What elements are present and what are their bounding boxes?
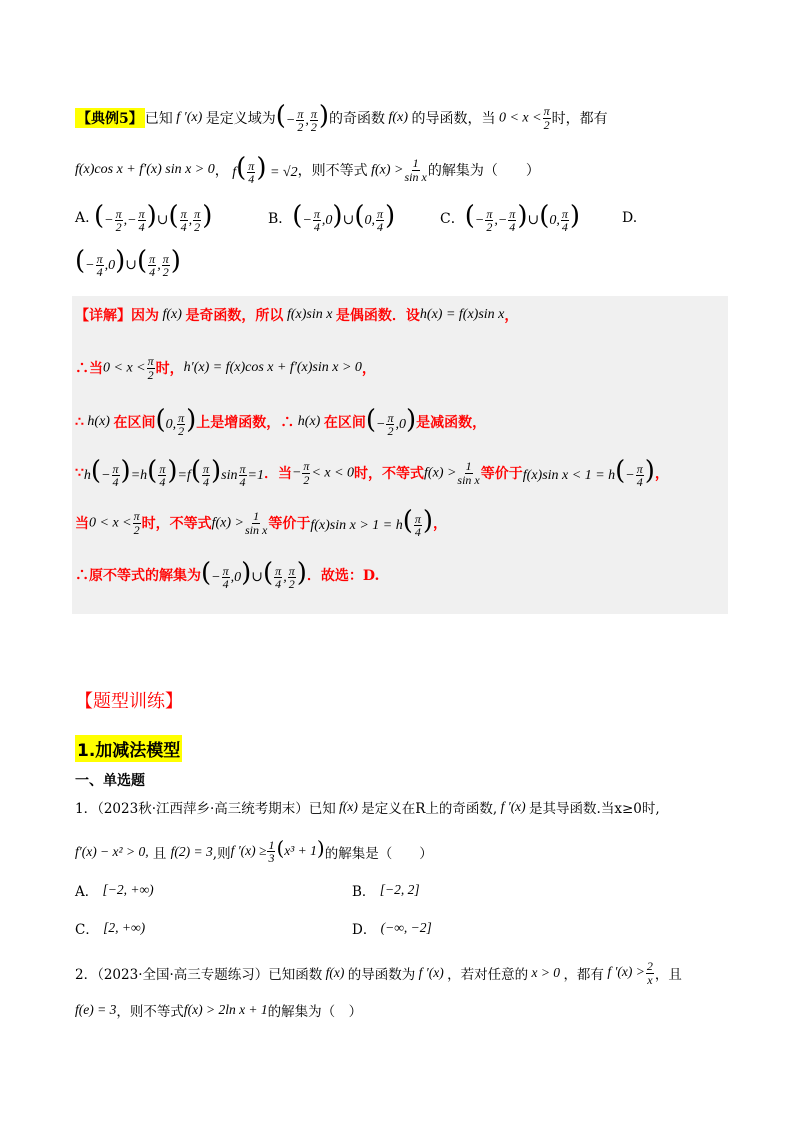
math-fx: f(x) [385, 110, 412, 126]
math-ineq: f(x) > $\frac{1}{\text{sin x}}$ [367, 156, 427, 184]
subheading: 一、单选题 [75, 773, 145, 789]
option-d[interactable]: D. [622, 210, 638, 226]
text: 已知 [144, 111, 173, 128]
text: ， [214, 163, 229, 180]
analysis-line-6: ∴原不等式的解集为 (− $\frac{\pi}{4}$ ,0)∪( $\frac{\pi}{4}$ , $\frac{\pi}{2}$ ) ．故选：D. [75, 558, 380, 592]
analysis-line-4: ∵ h(− $\frac{\pi}{4}$ )=h( $\frac{\pi}{4}$ )=f( $\frac{\pi}{4}$ )sin $\frac{\pi}{4}$ =1 ．当 − $\frac{\pi}{2}$ < x < 0 时，不等式 f(x) > $\frac{1}{\text{sin x}}$ 等价于 f(x)sin x < 1 = h(− $\frac{\pi}{4}$ ) ， [75, 456, 669, 490]
q1-option-c[interactable]: C． [2, +∞) [75, 920, 146, 938]
question-1-line-2: f′(x) − x² > 0, 且 f(2) = 3 ,则 f ′(x) ≥ $\frac{1}{3}$ (x³ + 1) 的解集是（ ） [75, 836, 433, 866]
math-cond1: f(x)cos x + f′(x) sin x > 0 [75, 162, 215, 178]
q1-option-a[interactable]: A． [−2, +∞) [75, 882, 154, 900]
text: 的奇函数 [329, 111, 386, 128]
option-d-value: (− $\frac{\pi}{4}$ ,0)∪( $\frac{\pi}{4}$ , $\frac{\pi}{2}$ ) [75, 246, 181, 280]
example-tag: 【典例5】 [75, 108, 145, 128]
analysis-line-3: ∴ h(x) 在区间 (0, $\frac{\pi}{2}$ ) 上是增函数，∴ h(x) 在区间 (− $\frac{\pi}{2}$ ,0) 是减函数， [75, 405, 487, 439]
option-c[interactable]: C． (− $\frac{\pi}{2}$ ,− $\frac{\pi}{4}$ )∪(0, $\frac{\pi}{4}$ ) [440, 201, 581, 235]
text: ，则不等式 [297, 163, 368, 180]
q1-option-b[interactable]: B． [−2, 2] [352, 882, 420, 900]
text: 时，都有 [551, 111, 608, 128]
text: 的解集为（ ） [427, 163, 540, 180]
analysis-line-2: ∴当 0 < x < $\frac{\pi}{2}$ 时， h′(x) = f(x)cos x + f′(x)sin x > 0 ， [75, 354, 376, 382]
math-cond3: f( $\frac{\pi}{4}$ ) = √2 [232, 153, 298, 187]
option-b[interactable]: B． (− $\frac{\pi}{4}$ ,0)∪(0, $\frac{\pi}{4}$ ) [268, 201, 396, 235]
analysis-line-1: 【详解】因为 f(x) 是奇函数，所以 f(x)sin x 是偶函数．设 h(x) = f(x)sin x ， [75, 307, 519, 324]
option-a[interactable]: A. (− $\frac{\pi}{2}$ ,− $\frac{\pi}{4}$ )∪( $\frac{\pi}{4}$ , $\frac{\pi}{2}$ ) [75, 201, 213, 235]
question-2-line-1: 2．（2023·全国·高三专题练习）已知函数 f(x) 的导函数为 f ′(x) ，若对任意的 x > 0 ，都有 f ′(x) > $\frac{2}{x}$ ，且 [75, 959, 682, 987]
section-title: 【题型训练】 [75, 691, 183, 712]
text: 的导函数，当 [411, 111, 496, 128]
example-line-1 [75, 103, 608, 134]
q1-option-d[interactable]: D． (−∞, −2] [352, 920, 432, 938]
example-line-2 [75, 155, 540, 186]
question-2-line-2: f(e) = 3 ，则不等式 f(x) > 2ln x + 1 的解集为（ ） [75, 1002, 363, 1020]
question-1-line-1: 1．（2023秋·江西萍乡·高三统考期末）已知 f(x) 是定义在R上的奇函数, f ′(x) 是其导函数.当x≥0时, [75, 799, 660, 817]
math-fprime-x: f ′(x) [172, 110, 206, 126]
analysis-line-5: 当 0 < x < $\frac{\pi}{2}$ 时，不等式 f(x) > $\frac{1}{\text{sin x}}$ 等价于 f(x)sin x > 1 = h( $\frac{\pi}{4}$ ) ， [75, 506, 448, 540]
model-title: 1.加减法模型 [75, 735, 182, 762]
text: 是定义域为 [205, 111, 276, 128]
math-domain: (− $\frac{\pi}{2}$ , $\frac{\pi}{2}$ ) [275, 101, 330, 135]
math-range: 0 < x < $\frac{\pi}{2}$ [495, 104, 550, 132]
